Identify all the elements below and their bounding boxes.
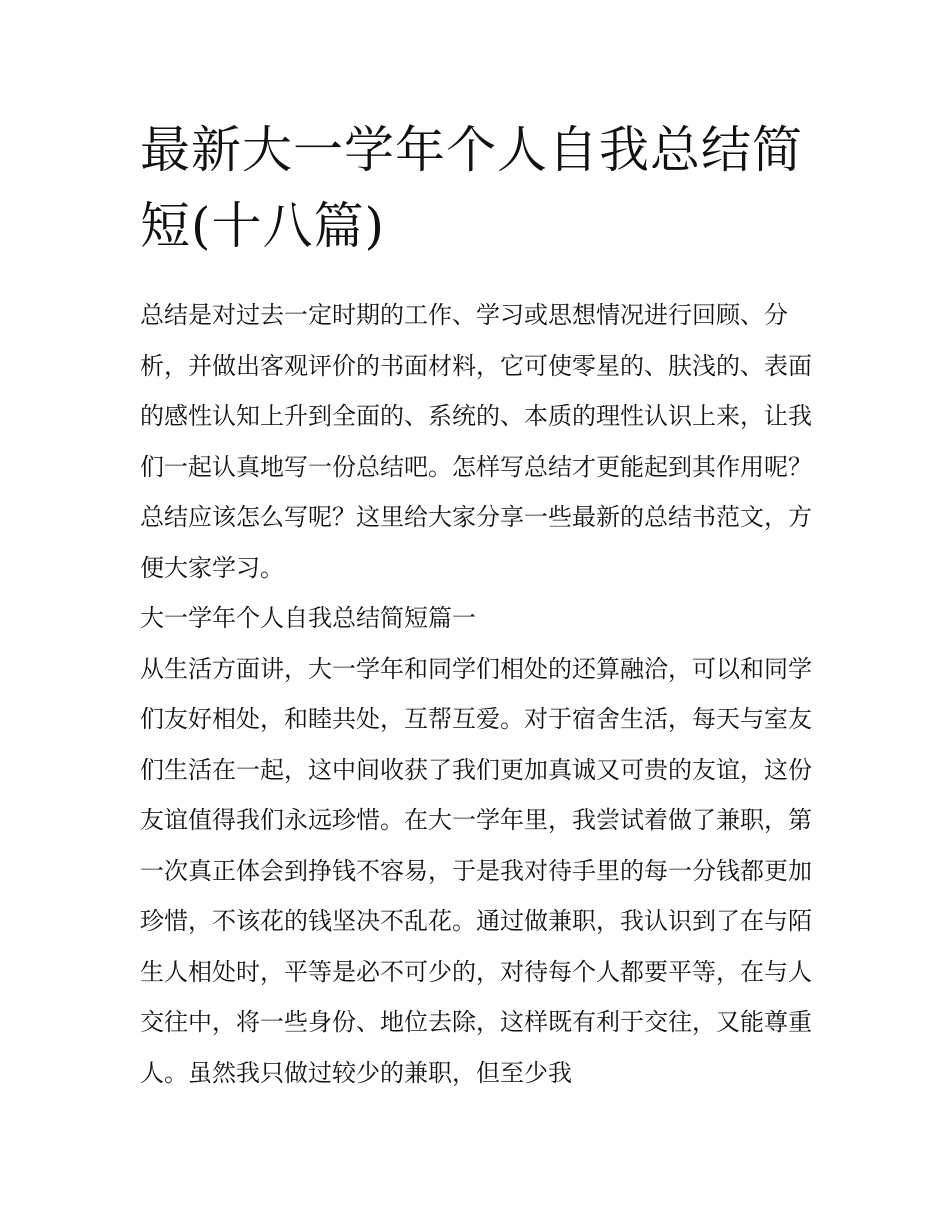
document-title: 最新大一学年个人自我总结简短(十八篇) bbox=[140, 121, 803, 255]
section-heading: 大一学年个人自我总结简短篇一 bbox=[140, 604, 476, 632]
intro-paragraph: 总结是对过去一定时期的工作、学习或思想情况进行回顾、分析，并做出客观评价的书面材料，它可使零星的、肤浅的、表面的感性认知上升到全面的、系统的、本质的理性认识上来，让我们一起认真地写一份总结吧。怎样写总结才更能起到其作用呢？总结应该怎么写呢？这里给大家分享一些最新的总结书范文，方便大家学习。 bbox=[140, 301, 812, 582]
document-content bbox=[140, 112, 812, 1098]
section-paragraph: 从生活方面讲，大一学年和同学们相处的还算融洽，可以和同学们友好相处，和睦共处，互帮互爱。对于宿舍生活，每天与室友们生活在一起，这中间收获了我们更加真诚又可贵的友谊，这份友谊值得我们永远珍惜。在大一学年里，我尝试着做了兼职，第一次真正体会到挣钱不容易，于是我对待手里的每一分钱都更加珍惜，不该花的钱坚决不乱花。通过做兼职，我认识到了在与陌生人相处时，平等是必不可少的，对待每个人都要平等，在与人交往中，将一些身份、地位去除，这样既有利于交往，又能尊重人。虽然我只做过较少的兼职，但至少我 bbox=[140, 654, 812, 1087]
